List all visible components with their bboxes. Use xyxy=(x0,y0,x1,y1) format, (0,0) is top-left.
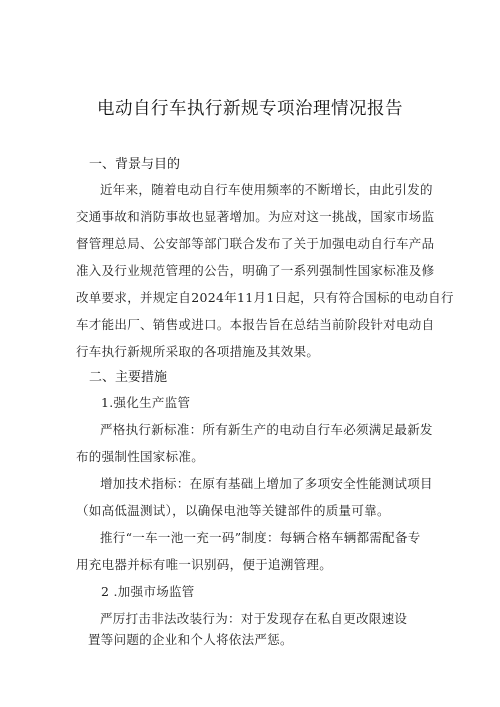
paragraph-line: 增加技术指标：在原有基础上增加了多项安全性能测试项目 xyxy=(100,476,433,491)
paragraph-line: 近年来，随着电动自行车使用频率的不断增长，由此引发的 xyxy=(100,182,433,197)
paragraph-line: 布的强制性国家标准。 xyxy=(76,449,205,464)
paragraph-line: 推行“一车一池一充一码”制度：每辆合格车辆都需配备专 xyxy=(100,530,421,545)
paragraph-line: 行车执行新规所采取的各项措施及其效果。 xyxy=(76,344,320,359)
paragraph-line: 准入及行业规范管理的公告，明确了一系列强制性国家标准及修 xyxy=(76,263,435,278)
subsection-heading-production: 1.强化生产监管 xyxy=(101,395,191,410)
paragraph-line: 改单要求，并规定自2024年11月1日起，只有符合国标的电动自行 xyxy=(76,290,454,305)
section-heading-measures: 二、主要措施 xyxy=(89,370,168,385)
paragraph-line: 严厉打击非法改装行为：对于发现存在私自更改限速设 xyxy=(100,611,408,626)
report-title: 电动自行车执行新规专项治理情况报告 xyxy=(97,99,403,119)
paragraph-line: 车才能出厂、销售或进口。本报告旨在总结当前阶段针对电动自 xyxy=(76,317,435,332)
paragraph-line: 置等问题的企业和个人将依法严惩。 xyxy=(88,632,293,647)
paragraph-line: （如高低温测试），以确保电池等关键部件的质量可靠。 xyxy=(76,503,390,518)
subsection-heading-market: 2 .加强市场监管 xyxy=(101,584,195,599)
paragraph-line: 交通事故和消防事故也显著增加。为应对这一挑战，国家市场监 xyxy=(76,209,435,224)
section-heading-background: 一、背景与目的 xyxy=(89,157,181,172)
paragraph-line: 用充电器并标有唯一识别码，便于追溯管理。 xyxy=(76,557,333,572)
paragraph-line: 严格执行新标准：所有新生产的电动自行车必须满足最新发 xyxy=(100,422,433,437)
paragraph-line: 督管理总局、公安部等部门联合发布了关于加强电动自行车产品 xyxy=(76,236,435,251)
